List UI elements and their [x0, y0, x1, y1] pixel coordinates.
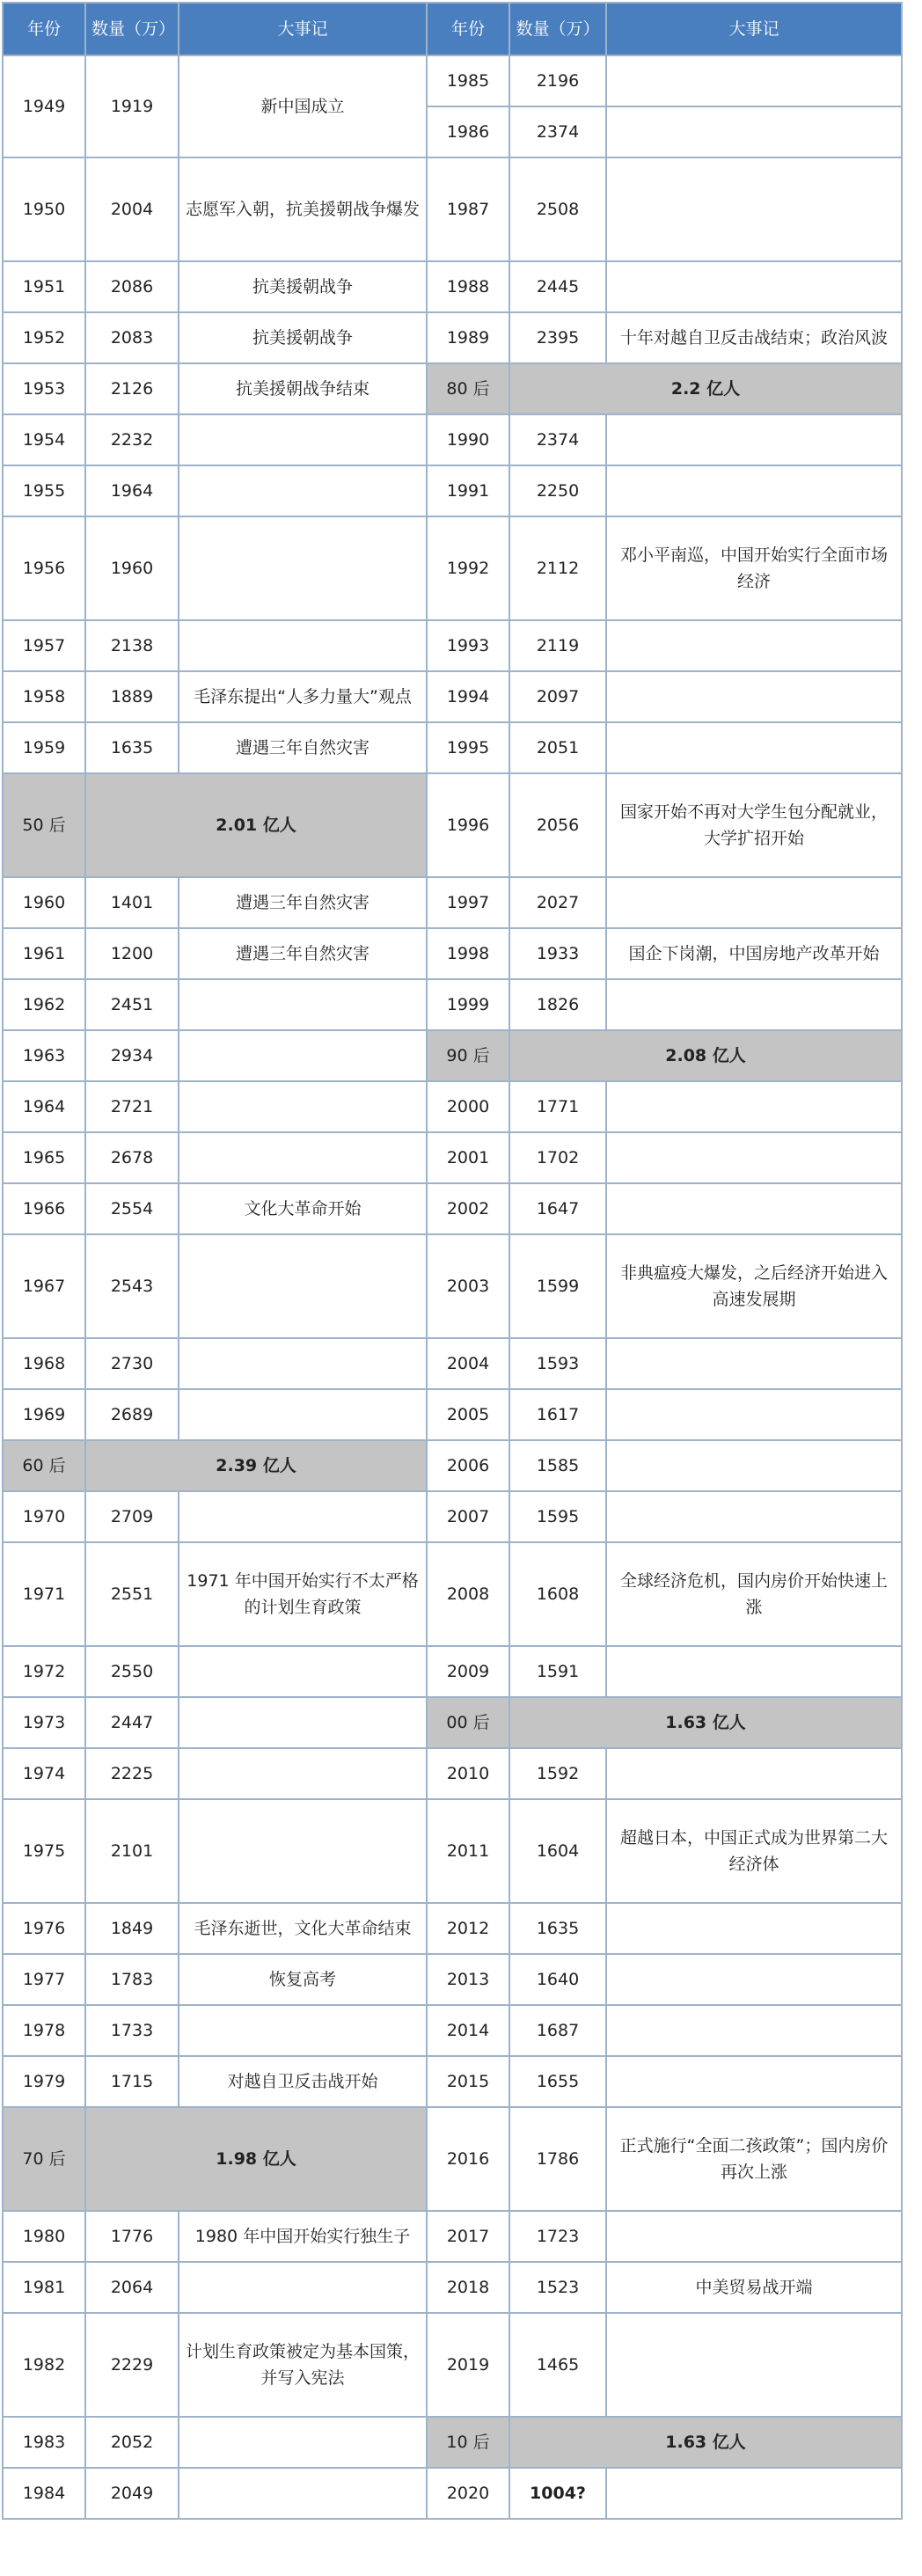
event-cell: [606, 671, 902, 722]
event-cell: [606, 2211, 902, 2262]
header-events-left: 大事记: [179, 3, 427, 55]
table-row: [3, 414, 902, 465]
births-count-cell: 1849: [85, 1903, 179, 1954]
year-cell: 1991: [427, 465, 509, 516]
event-cell: 抗美援朝战争: [179, 312, 427, 363]
event-cell: [606, 1081, 902, 1132]
year-cell: 2020: [427, 2468, 509, 2519]
event-cell: [179, 1491, 427, 1542]
event-cell: [606, 1389, 902, 1440]
year-cell: 2013: [427, 1954, 509, 2005]
births-count-cell: 2374: [509, 414, 606, 465]
year-cell: 1983: [3, 2417, 85, 2468]
event-cell: 超越日本，中国正式成为世界第二大经济体: [606, 1799, 902, 1903]
year-cell: 1964: [3, 1081, 85, 1132]
event-cell: [179, 620, 427, 671]
year-cell: 1968: [3, 1338, 85, 1389]
births-count-cell: 1591: [509, 1646, 606, 1697]
births-count-cell: 1595: [509, 1491, 606, 1542]
event-cell: [606, 1646, 902, 1697]
year-cell: 1993: [427, 620, 509, 671]
table-row: [3, 1491, 902, 1542]
header-year-right: 年份: [427, 3, 509, 55]
year-cell: 1981: [3, 2262, 85, 2313]
year-cell: 1984: [3, 2468, 85, 2519]
year-cell: 1970: [3, 1491, 85, 1542]
year-cell: 1973: [3, 1697, 85, 1748]
table-row: [3, 157, 902, 261]
generation-label: 90 后: [427, 1030, 509, 1081]
table-row: [3, 1697, 902, 1748]
year-cell: 2015: [427, 2056, 509, 2107]
year-cell: 2016: [427, 2107, 509, 2211]
year-cell: 2006: [427, 1440, 509, 1491]
births-count-cell: 2551: [85, 1542, 179, 1646]
births-count-cell: 2027: [509, 877, 606, 928]
year-cell: 1972: [3, 1646, 85, 1697]
births-count-cell: 1608: [509, 1542, 606, 1646]
generation-total: 1.63 亿人: [509, 1697, 902, 1748]
event-cell: [606, 55, 902, 106]
births-count-cell: 1960: [85, 516, 179, 620]
event-cell: 遭遇三年自然灾害: [179, 877, 427, 928]
births-count-cell: 2554: [85, 1183, 179, 1234]
table-row: [3, 1081, 902, 1132]
table-row: [3, 877, 902, 928]
year-cell: 1950: [3, 157, 85, 261]
year-cell: 1957: [3, 620, 85, 671]
births-count-cell: 2119: [509, 620, 606, 671]
event-cell: [606, 877, 902, 928]
generation-label: 50 后: [3, 773, 85, 877]
year-cell: 1988: [427, 261, 509, 312]
year-cell: 1990: [427, 414, 509, 465]
year-cell: 1965: [3, 1132, 85, 1183]
births-count-cell: 2451: [85, 979, 179, 1030]
table-row: [3, 979, 902, 1030]
births-count-cell: 2229: [85, 2313, 179, 2417]
year-cell: 1952: [3, 312, 85, 363]
generation-label: 80 后: [427, 363, 509, 414]
births-count-cell: 1783: [85, 1954, 179, 2005]
event-cell: [179, 1030, 427, 1081]
year-cell: 1985: [427, 55, 509, 106]
event-cell: [179, 2468, 427, 2519]
table-row: [3, 465, 902, 516]
year-cell: 1959: [3, 722, 85, 773]
table-row: [3, 928, 902, 979]
year-cell: 2005: [427, 1389, 509, 1440]
table-row: [3, 1954, 902, 2005]
table-row: [3, 2468, 902, 2519]
year-cell: 2011: [427, 1799, 509, 1903]
table-row: [3, 1748, 902, 1799]
year-cell: 1997: [427, 877, 509, 928]
year-cell: 1980: [3, 2211, 85, 2262]
year-cell: 2010: [427, 1748, 509, 1799]
year-cell: 1949: [3, 55, 85, 157]
births-count-cell: 2101: [85, 1799, 179, 1903]
year-cell: 2009: [427, 1646, 509, 1697]
generation-label: 70 后: [3, 2107, 85, 2211]
event-cell: [606, 1338, 902, 1389]
event-cell: [606, 979, 902, 1030]
year-cell: 2004: [427, 1338, 509, 1389]
year-cell: 1976: [3, 1903, 85, 1954]
births-count-cell: 2097: [509, 671, 606, 722]
table-header-row: [3, 3, 902, 55]
generation-label: 10 后: [427, 2417, 509, 2468]
event-cell: [606, 620, 902, 671]
event-cell: [179, 2262, 427, 2313]
event-cell: [179, 2417, 427, 2468]
births-count-cell: 2447: [85, 1697, 179, 1748]
year-cell: 1951: [3, 261, 85, 312]
table-row: [3, 1338, 902, 1389]
year-cell: 2003: [427, 1234, 509, 1338]
births-count-cell: 2395: [509, 312, 606, 363]
event-cell: [179, 516, 427, 620]
births-count-cell: 2232: [85, 414, 179, 465]
event-cell: [606, 1491, 902, 1542]
event-cell: [606, 465, 902, 516]
event-cell: [606, 261, 902, 312]
event-cell: [606, 722, 902, 773]
event-cell: [179, 1697, 427, 1748]
births-count-cell: 1523: [509, 2262, 606, 2313]
table-row: [3, 363, 902, 414]
event-cell: 中美贸易战开端: [606, 2262, 902, 2313]
table-row: [3, 1183, 902, 1234]
year-cell: 1999: [427, 979, 509, 1030]
year-cell: 1971: [3, 1542, 85, 1646]
births-count-cell: 1004?: [509, 2468, 606, 2519]
event-cell: [179, 979, 427, 1030]
year-cell: 1996: [427, 773, 509, 877]
births-count-cell: 1640: [509, 1954, 606, 2005]
births-count-cell: 2138: [85, 620, 179, 671]
event-cell: [179, 414, 427, 465]
births-count-cell: 2934: [85, 1030, 179, 1081]
births-count-cell: 1635: [85, 722, 179, 773]
table-row: [3, 2417, 902, 2468]
header-year-left: 年份: [3, 3, 85, 55]
births-count-cell: 2709: [85, 1491, 179, 1542]
year-cell: 1975: [3, 1799, 85, 1903]
births-count-cell: 1617: [509, 1389, 606, 1440]
event-cell: 邓小平南巡，中国开始实行全面市场经济: [606, 516, 902, 620]
event-cell: 正式施行“全面二孩政策”；国内房价再次上涨: [606, 2107, 902, 2211]
table-row: [3, 516, 902, 620]
event-cell: 恢复高考: [179, 1954, 427, 2005]
event-cell: 全球经济危机，国内房价开始快速上涨: [606, 1542, 902, 1646]
births-count-cell: 1723: [509, 2211, 606, 2262]
year-cell: 2007: [427, 1491, 509, 1542]
births-count-cell: 2064: [85, 2262, 179, 2313]
event-cell: [606, 2005, 902, 2056]
table-row: [3, 2211, 902, 2262]
event-cell: [606, 1440, 902, 1491]
generation-total: 1.63 亿人: [509, 2417, 902, 2468]
births-count-cell: 2056: [509, 773, 606, 877]
event-cell: [606, 1748, 902, 1799]
event-cell: 遭遇三年自然灾害: [179, 722, 427, 773]
event-cell: [606, 1183, 902, 1234]
year-cell: 1966: [3, 1183, 85, 1234]
event-cell: 新中国成立: [179, 55, 427, 157]
event-cell: [606, 2468, 902, 2519]
event-cell: [179, 1646, 427, 1697]
table-row: [3, 2056, 902, 2107]
event-cell: 志愿军入朝，抗美援朝战争爆发: [179, 157, 427, 261]
year-cell: 1998: [427, 928, 509, 979]
event-cell: 文化大革命开始: [179, 1183, 427, 1234]
year-cell: 1986: [427, 106, 509, 157]
event-cell: 国企下岗潮，中国房地产改革开始: [606, 928, 902, 979]
event-cell: [606, 414, 902, 465]
births-count-cell: 1826: [509, 979, 606, 1030]
year-cell: 1974: [3, 1748, 85, 1799]
table-row: [3, 671, 902, 722]
event-cell: 国家开始不再对大学生包分配就业，大学扩招开始: [606, 773, 902, 877]
year-cell: 2017: [427, 2211, 509, 2262]
table-row: [3, 1234, 902, 1338]
births-count-cell: 1702: [509, 1132, 606, 1183]
births-count-cell: 1715: [85, 2056, 179, 2107]
births-count-cell: 1776: [85, 2211, 179, 2262]
event-cell: 遭遇三年自然灾害: [179, 928, 427, 979]
table-row: [3, 55, 902, 106]
event-cell: 1971 年中国开始实行不太严格的计划生育政策: [179, 1542, 427, 1646]
births-count-cell: 2196: [509, 55, 606, 106]
year-cell: 2018: [427, 2262, 509, 2313]
generation-label: 00 后: [427, 1697, 509, 1748]
event-cell: [179, 2005, 427, 2056]
year-cell: 2001: [427, 1132, 509, 1183]
year-cell: 1987: [427, 157, 509, 261]
year-cell: 2008: [427, 1542, 509, 1646]
table-row: [3, 1799, 902, 1903]
year-cell: 1954: [3, 414, 85, 465]
births-count-cell: 1786: [509, 2107, 606, 2211]
table-row: [3, 1389, 902, 1440]
event-cell: [179, 1234, 427, 1338]
year-cell: 1967: [3, 1234, 85, 1338]
event-cell: [606, 1132, 902, 1183]
year-cell: 2012: [427, 1903, 509, 1954]
year-cell: 1995: [427, 722, 509, 773]
births-count-cell: 2052: [85, 2417, 179, 2468]
births-count-cell: 1647: [509, 1183, 606, 1234]
births-count-cell: 2112: [509, 516, 606, 620]
births-count-cell: 2083: [85, 312, 179, 363]
births-count-cell: 2086: [85, 261, 179, 312]
generation-total: 2.08 亿人: [509, 1030, 902, 1081]
year-cell: 2000: [427, 1081, 509, 1132]
event-cell: [606, 106, 902, 157]
generation-total: 1.98 亿人: [85, 2107, 427, 2211]
births-count-cell: 1889: [85, 671, 179, 722]
event-cell: 毛泽东提出“人多力量大”观点: [179, 671, 427, 722]
births-table-container: [2, 2, 901, 2520]
year-cell: 1994: [427, 671, 509, 722]
event-cell: 1980 年中国开始实行独生子: [179, 2211, 427, 2262]
event-cell: [606, 157, 902, 261]
event-cell: 十年对越自卫反击战结束；政治风波: [606, 312, 902, 363]
births-count-cell: 2543: [85, 1234, 179, 1338]
event-cell: [179, 1132, 427, 1183]
year-cell: 1963: [3, 1030, 85, 1081]
year-cell: 1955: [3, 465, 85, 516]
event-cell: [606, 2313, 902, 2417]
table-row: [3, 312, 902, 363]
births-count-cell: 2051: [509, 722, 606, 773]
event-cell: 计划生育政策被定为基本国策，并写入宪法: [179, 2313, 427, 2417]
table-row: [3, 722, 902, 773]
table-row: [3, 773, 902, 877]
births-count-cell: 2004: [85, 157, 179, 261]
event-cell: [179, 1389, 427, 1440]
year-cell: 1956: [3, 516, 85, 620]
table-row: [3, 1030, 902, 1081]
table-row: [3, 2313, 902, 2417]
births-count-cell: 1465: [509, 2313, 606, 2417]
births-count-cell: 1733: [85, 2005, 179, 2056]
event-cell: 抗美援朝战争: [179, 261, 427, 312]
event-cell: [606, 1954, 902, 2005]
year-cell: 2014: [427, 2005, 509, 2056]
year-cell: 1977: [3, 1954, 85, 2005]
births-count-cell: 1687: [509, 2005, 606, 2056]
table-row: [3, 1646, 902, 1697]
table-row: [3, 2262, 902, 2313]
table-row: [3, 2005, 902, 2056]
header-count-right: 数量（万）: [509, 3, 606, 55]
table-row: [3, 1542, 902, 1646]
births-count-cell: 1933: [509, 928, 606, 979]
generation-total: 2.39 亿人: [85, 1440, 427, 1491]
event-cell: [606, 1903, 902, 1954]
table-body: [3, 55, 902, 2519]
births-count-cell: 1964: [85, 465, 179, 516]
year-cell: 1982: [3, 2313, 85, 2417]
event-cell: [606, 2056, 902, 2107]
year-cell: 1989: [427, 312, 509, 363]
event-cell: [179, 1799, 427, 1903]
event-cell: 毛泽东逝世，文化大革命结束: [179, 1903, 427, 1954]
generation-label: 60 后: [3, 1440, 85, 1491]
year-cell: 2019: [427, 2313, 509, 2417]
generation-total: 2.2 亿人: [509, 363, 902, 414]
header-count-left: 数量（万）: [85, 3, 179, 55]
event-cell: 非典瘟疫大爆发，之后经济开始进入高速发展期: [606, 1234, 902, 1338]
event-cell: 抗美援朝战争结束: [179, 363, 427, 414]
births-count-cell: 1635: [509, 1903, 606, 1954]
births-count-cell: 2126: [85, 363, 179, 414]
year-cell: 1979: [3, 2056, 85, 2107]
births-count-cell: 1585: [509, 1440, 606, 1491]
births-count-cell: 1919: [85, 55, 179, 157]
year-cell: 1961: [3, 928, 85, 979]
year-cell: 1958: [3, 671, 85, 722]
births-count-cell: 1599: [509, 1234, 606, 1338]
births-count-cell: 2550: [85, 1646, 179, 1697]
table-row: [3, 1903, 902, 1954]
births-count-cell: 2508: [509, 157, 606, 261]
table-row: [3, 1132, 902, 1183]
births-count-cell: 2250: [509, 465, 606, 516]
table-row: [3, 620, 902, 671]
year-cell: 1969: [3, 1389, 85, 1440]
births-count-cell: 1604: [509, 1799, 606, 1903]
births-count-cell: 1592: [509, 1748, 606, 1799]
births-count-cell: 2678: [85, 1132, 179, 1183]
births-count-cell: 2225: [85, 1748, 179, 1799]
births-count-cell: 2445: [509, 261, 606, 312]
table-row: [3, 2107, 902, 2211]
births-count-cell: 1593: [509, 1338, 606, 1389]
births-count-cell: 1771: [509, 1081, 606, 1132]
year-cell: 1992: [427, 516, 509, 620]
event-cell: [179, 1748, 427, 1799]
table-row: [3, 261, 902, 312]
births-count-cell: 2374: [509, 106, 606, 157]
table-row: [3, 1440, 902, 1491]
event-cell: [179, 465, 427, 516]
year-cell: 1978: [3, 2005, 85, 2056]
year-cell: 1953: [3, 363, 85, 414]
births-count-cell: 1401: [85, 877, 179, 928]
births-count-cell: 1655: [509, 2056, 606, 2107]
births-by-year-table: [2, 2, 903, 2520]
event-cell: [179, 1081, 427, 1132]
births-count-cell: 2049: [85, 2468, 179, 2519]
year-cell: 1960: [3, 877, 85, 928]
births-count-cell: 2730: [85, 1338, 179, 1389]
year-cell: 2002: [427, 1183, 509, 1234]
event-cell: 对越自卫反击战开始: [179, 2056, 427, 2107]
births-count-cell: 2721: [85, 1081, 179, 1132]
births-count-cell: 1200: [85, 928, 179, 979]
event-cell: [179, 1338, 427, 1389]
year-cell: 1962: [3, 979, 85, 1030]
births-count-cell: 2689: [85, 1389, 179, 1440]
header-events-right: 大事记: [606, 3, 902, 55]
generation-total: 2.01 亿人: [85, 773, 427, 877]
